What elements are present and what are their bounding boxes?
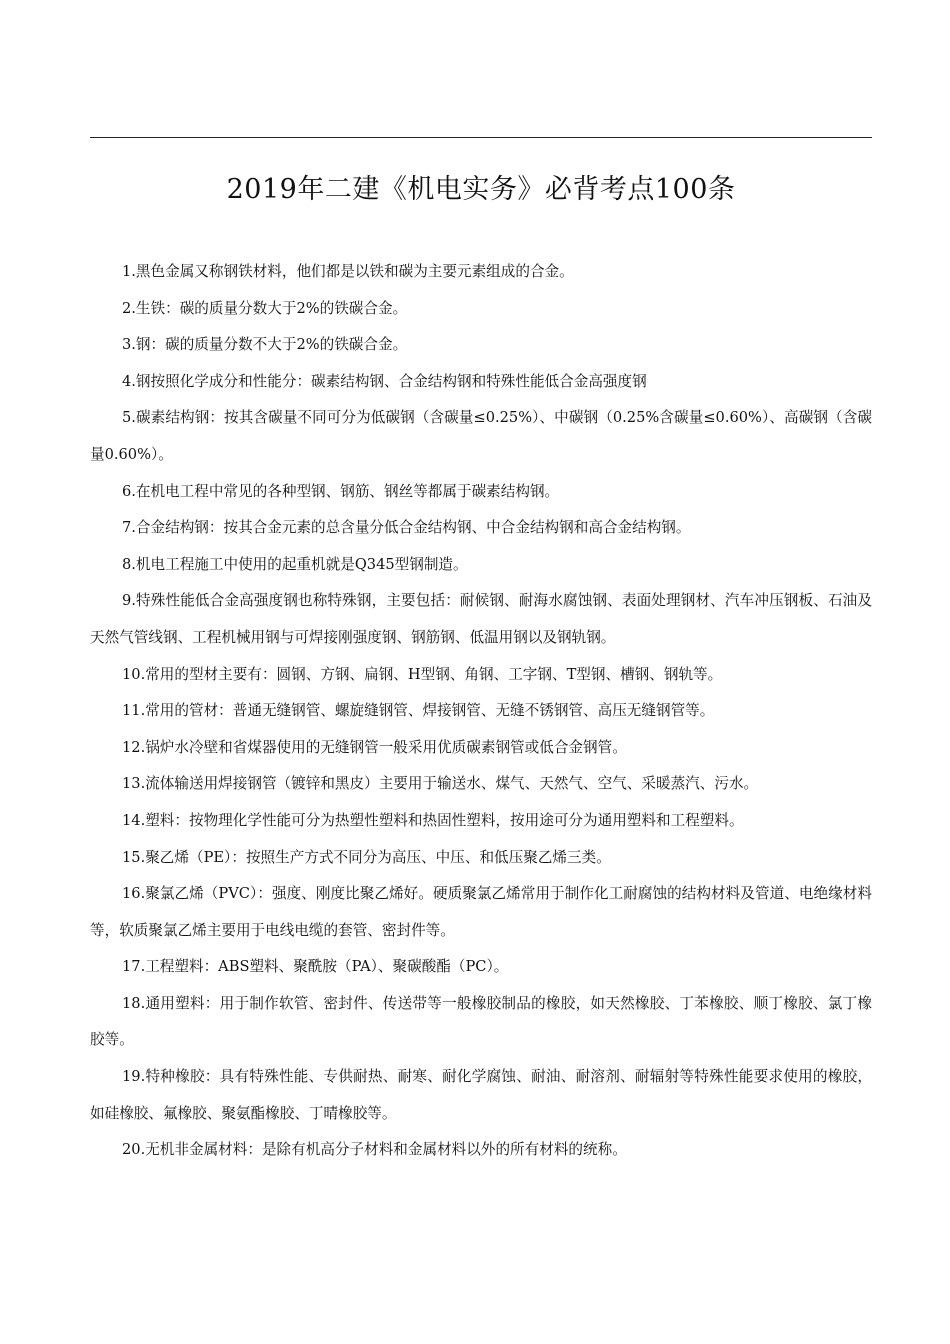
key-point-item: 6.在机电工程中常见的各种型钢、钢筋、钢丝等都属于碳素结构钢。 xyxy=(122,482,560,500)
key-point-item: 7.合金结构钢：按其合金元素的总含量分低合金结构钢、中合金结构钢和高合金结构钢。 xyxy=(122,519,691,537)
key-point-item: 14.塑料：按物理化学性能可分为热塑性塑料和热固性塑料，按用途可分为通用塑料和工程塑料。 xyxy=(122,811,744,829)
key-point-item: 15.聚乙烯（PE）：按照生产方式不同分为高压、中压、和低压聚乙烯三类。 xyxy=(122,848,611,866)
key-points-list xyxy=(90,254,872,1169)
key-point-item: 8.机电工程施工中使用的起重机就是Q345型钢制造。 xyxy=(122,555,468,573)
key-point-item: 13.流体输送用焊接钢管（镀锌和黑皮）主要用于输送水、煤气、天然气、空气、采暖蒸汽、污水。 xyxy=(122,775,759,793)
key-point-item: 17.工程塑料：ABS塑料、聚酰胺（PA）、聚碳酸酯（PC）。 xyxy=(122,958,509,976)
key-point-item: 19.特种橡胶：具有特殊性能、专供耐热、耐寒、耐化学腐蚀、耐油、耐溶剂、耐辐射等特殊性能要求使用的橡胶，如硅橡胶、氟橡胶、聚氨酯橡胶、丁晴橡胶等。 xyxy=(90,1068,872,1122)
document-title: 2019年二建《机电实务》必背考点100条 xyxy=(226,174,736,205)
key-point-item: 10.常用的型材主要有：圆钢、方钢、扁钢、H型钢、角钢、工字钢、T型钢、槽钢、钢轨等。 xyxy=(122,665,723,683)
key-point-item: 11.常用的管材：普通无缝钢管、螺旋缝钢管、焊接钢管、无缝不锈钢管、高压无缝钢管等。 xyxy=(122,702,715,720)
key-point-item: 1.黑色金属又称钢铁材料，他们都是以铁和碳为主要元素组成的合金。 xyxy=(122,263,574,280)
key-point-item: 20.无机非金属材料：是除有机高分子材料和金属材料以外的所有材料的统称。 xyxy=(122,1141,627,1159)
key-point-item: 16.聚氯乙烯（PVC）：强度、刚度比聚乙烯好。硬质聚氯乙烯常用于制作化工耐腐蚀的结构材料及管道、电绝缘材料等，软质聚氯乙烯主要用于电线电缆的套管、密封件等。 xyxy=(90,885,872,939)
key-point-item: 18.通用塑料：用于制作软管、密封件、传送带等一般橡胶制品的橡胶，如天然橡胶、丁苯橡胶、顺丁橡胶、氯丁橡胶等。 xyxy=(90,994,872,1049)
header-rule xyxy=(90,137,872,138)
key-point-item: 12.锅炉水冷壁和省煤器使用的无缝钢管一般采用优质碳素钢管或低合金钢管。 xyxy=(122,738,627,756)
key-point-item: 3.钢：碳的质量分数不大于2%的铁碳合金。 xyxy=(122,336,408,354)
key-point-item: 2.生铁：碳的质量分数大于2%的铁碳合金。 xyxy=(122,299,408,317)
key-point-item: 4.钢按照化学成分和性能分：碳素结构钢、合金结构钢和特殊性能低合金高强度钢 xyxy=(122,372,647,390)
key-point-item: 9.特殊性能低合金高强度钢也称特殊钢，主要包括：耐候钢、耐海水腐蚀钢、表面处理钢材、汽车冲压钢板、石油及天然气管线钢、工程机械用钢与可焊接刚强度钢、钢筋钢、低温用钢以及钢轨钢。 xyxy=(90,592,872,646)
key-point-item: 5.碳素结构钢：按其含碳量不同可分为低碳钢（含碳量≤0.25%）、中碳钢（0.25%含碳量≤0.60%）、高碳钢（含碳量0.60%）。 xyxy=(90,409,872,463)
